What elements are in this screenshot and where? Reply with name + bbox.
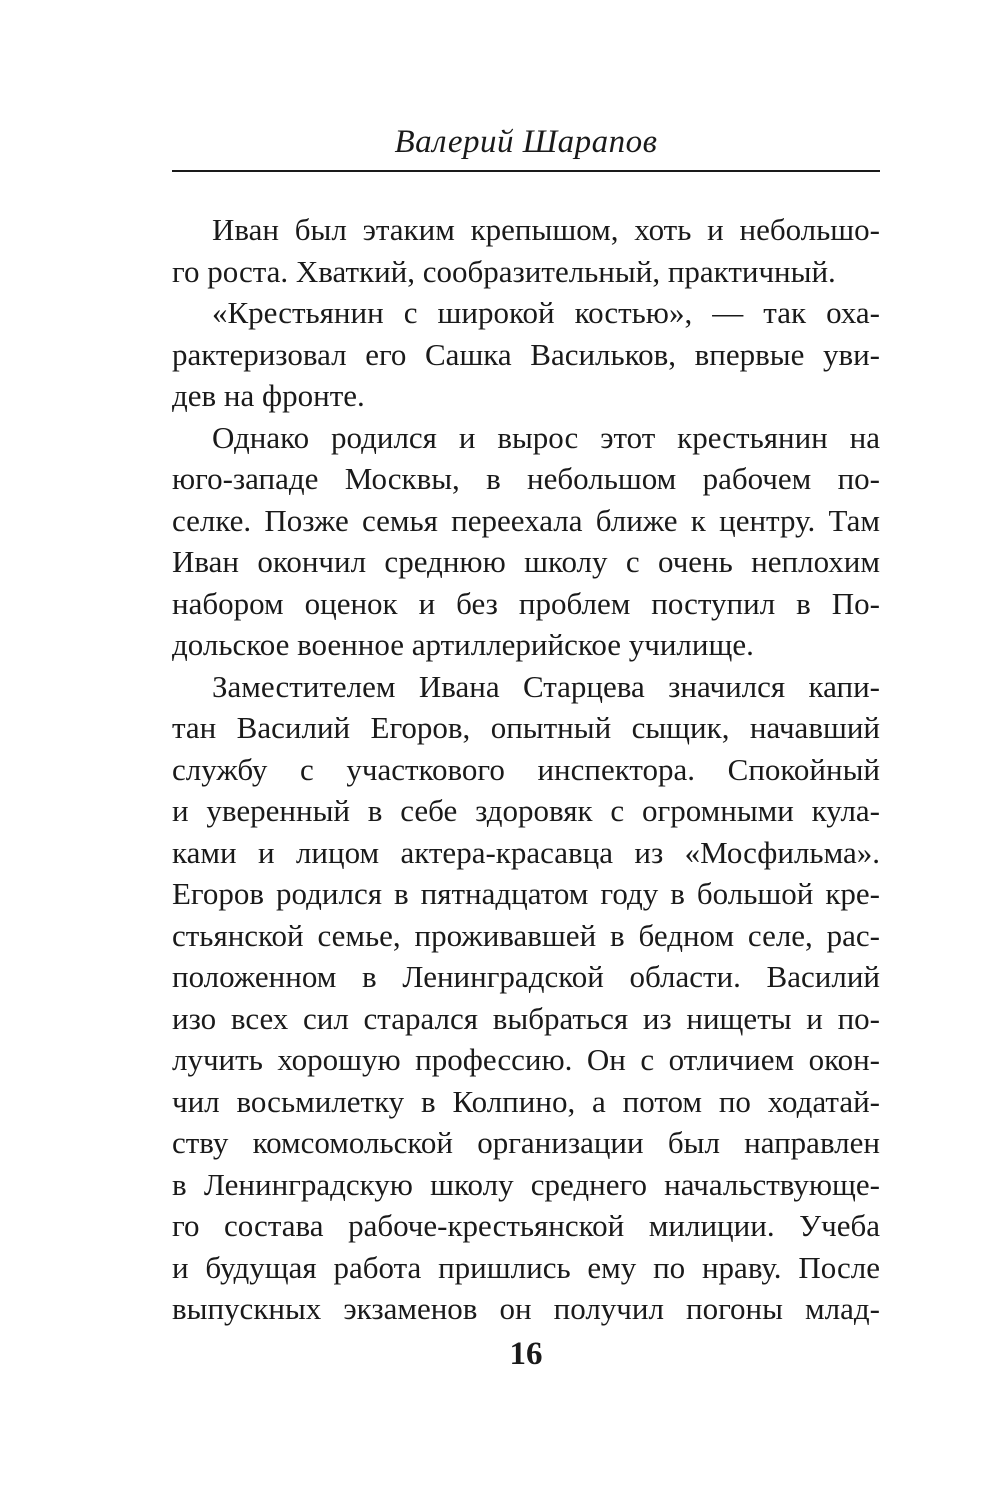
text-line: Однако родился и вырос этот крестьянин на <box>212 419 880 455</box>
text-line: лучить хорошую профессию. Он с отличием окон- <box>172 1042 880 1077</box>
text-line: ству комсомольской организации был направлен <box>172 1125 880 1160</box>
text-line: изо всех сил старался выбраться из нищеты и по- <box>172 1000 880 1036</box>
text-line: и будущая работа пришлись ему по нраву. После <box>172 1249 880 1285</box>
paragraph <box>172 666 880 1330</box>
text-line: го состава рабоче-крестьянской милиции. Учеба <box>172 1208 880 1243</box>
text-line: чил восьмилетку в Колпино, а потом по ходатай- <box>172 1083 880 1119</box>
paragraph <box>172 417 880 666</box>
text-line: селке. Позже семья переехала ближе к центру. Там <box>172 502 880 538</box>
text-line: «Крестьянин с широкой костью», — так оха- <box>212 295 880 330</box>
text-line: Егоров родился в пятнадцатом году в большой кре- <box>172 876 880 911</box>
text-line: Иван был этаким крепышом, хоть и небольшо- <box>212 212 880 247</box>
text-line: рактеризовал его Сашка Васильков, впервые уви- <box>172 336 880 372</box>
text-line: и уверенный в себе здоровяк с огромными кула- <box>172 793 880 828</box>
body-text <box>172 209 880 1330</box>
text-line: го роста. Хваткий, сообразительный, практичный. <box>172 253 836 289</box>
text-line: дольское военное артиллерийское училище. <box>172 627 754 662</box>
paragraph <box>172 292 880 417</box>
paragraph <box>172 209 880 292</box>
text-line: службу с участкового инспектора. Спокойный <box>172 751 880 787</box>
running-header-author: Валерий Шарапов <box>394 124 658 160</box>
text-line: тан Василий Егоров, опытный сыщик, начавший <box>172 710 880 745</box>
text-line: дев на фронте. <box>172 378 365 413</box>
text-line: юго-западе Москвы, в небольшом рабочем по- <box>172 461 880 496</box>
text-line: положенном в Ленинградской области. Василий <box>172 959 880 994</box>
text-line: стьянской семье, проживавшей в бедном селе, рас- <box>172 917 880 953</box>
text-line: набором оценок и без проблем поступил в По- <box>172 585 880 621</box>
text-line: Иван окончил среднюю школу с очень неплохим <box>172 544 880 579</box>
text-line: выпускных экзаменов он получил погоны млад- <box>172 1291 880 1326</box>
page-number: 16 <box>509 1336 543 1372</box>
text-line: в Ленинградскую школу среднего начальствующе- <box>172 1166 880 1202</box>
text-line: Заместителем Ивана Старцева значился капи- <box>212 668 880 704</box>
header-rule <box>172 170 880 172</box>
text-line: ками и лицом актера-красавца из «Мосфильма». <box>172 834 880 870</box>
